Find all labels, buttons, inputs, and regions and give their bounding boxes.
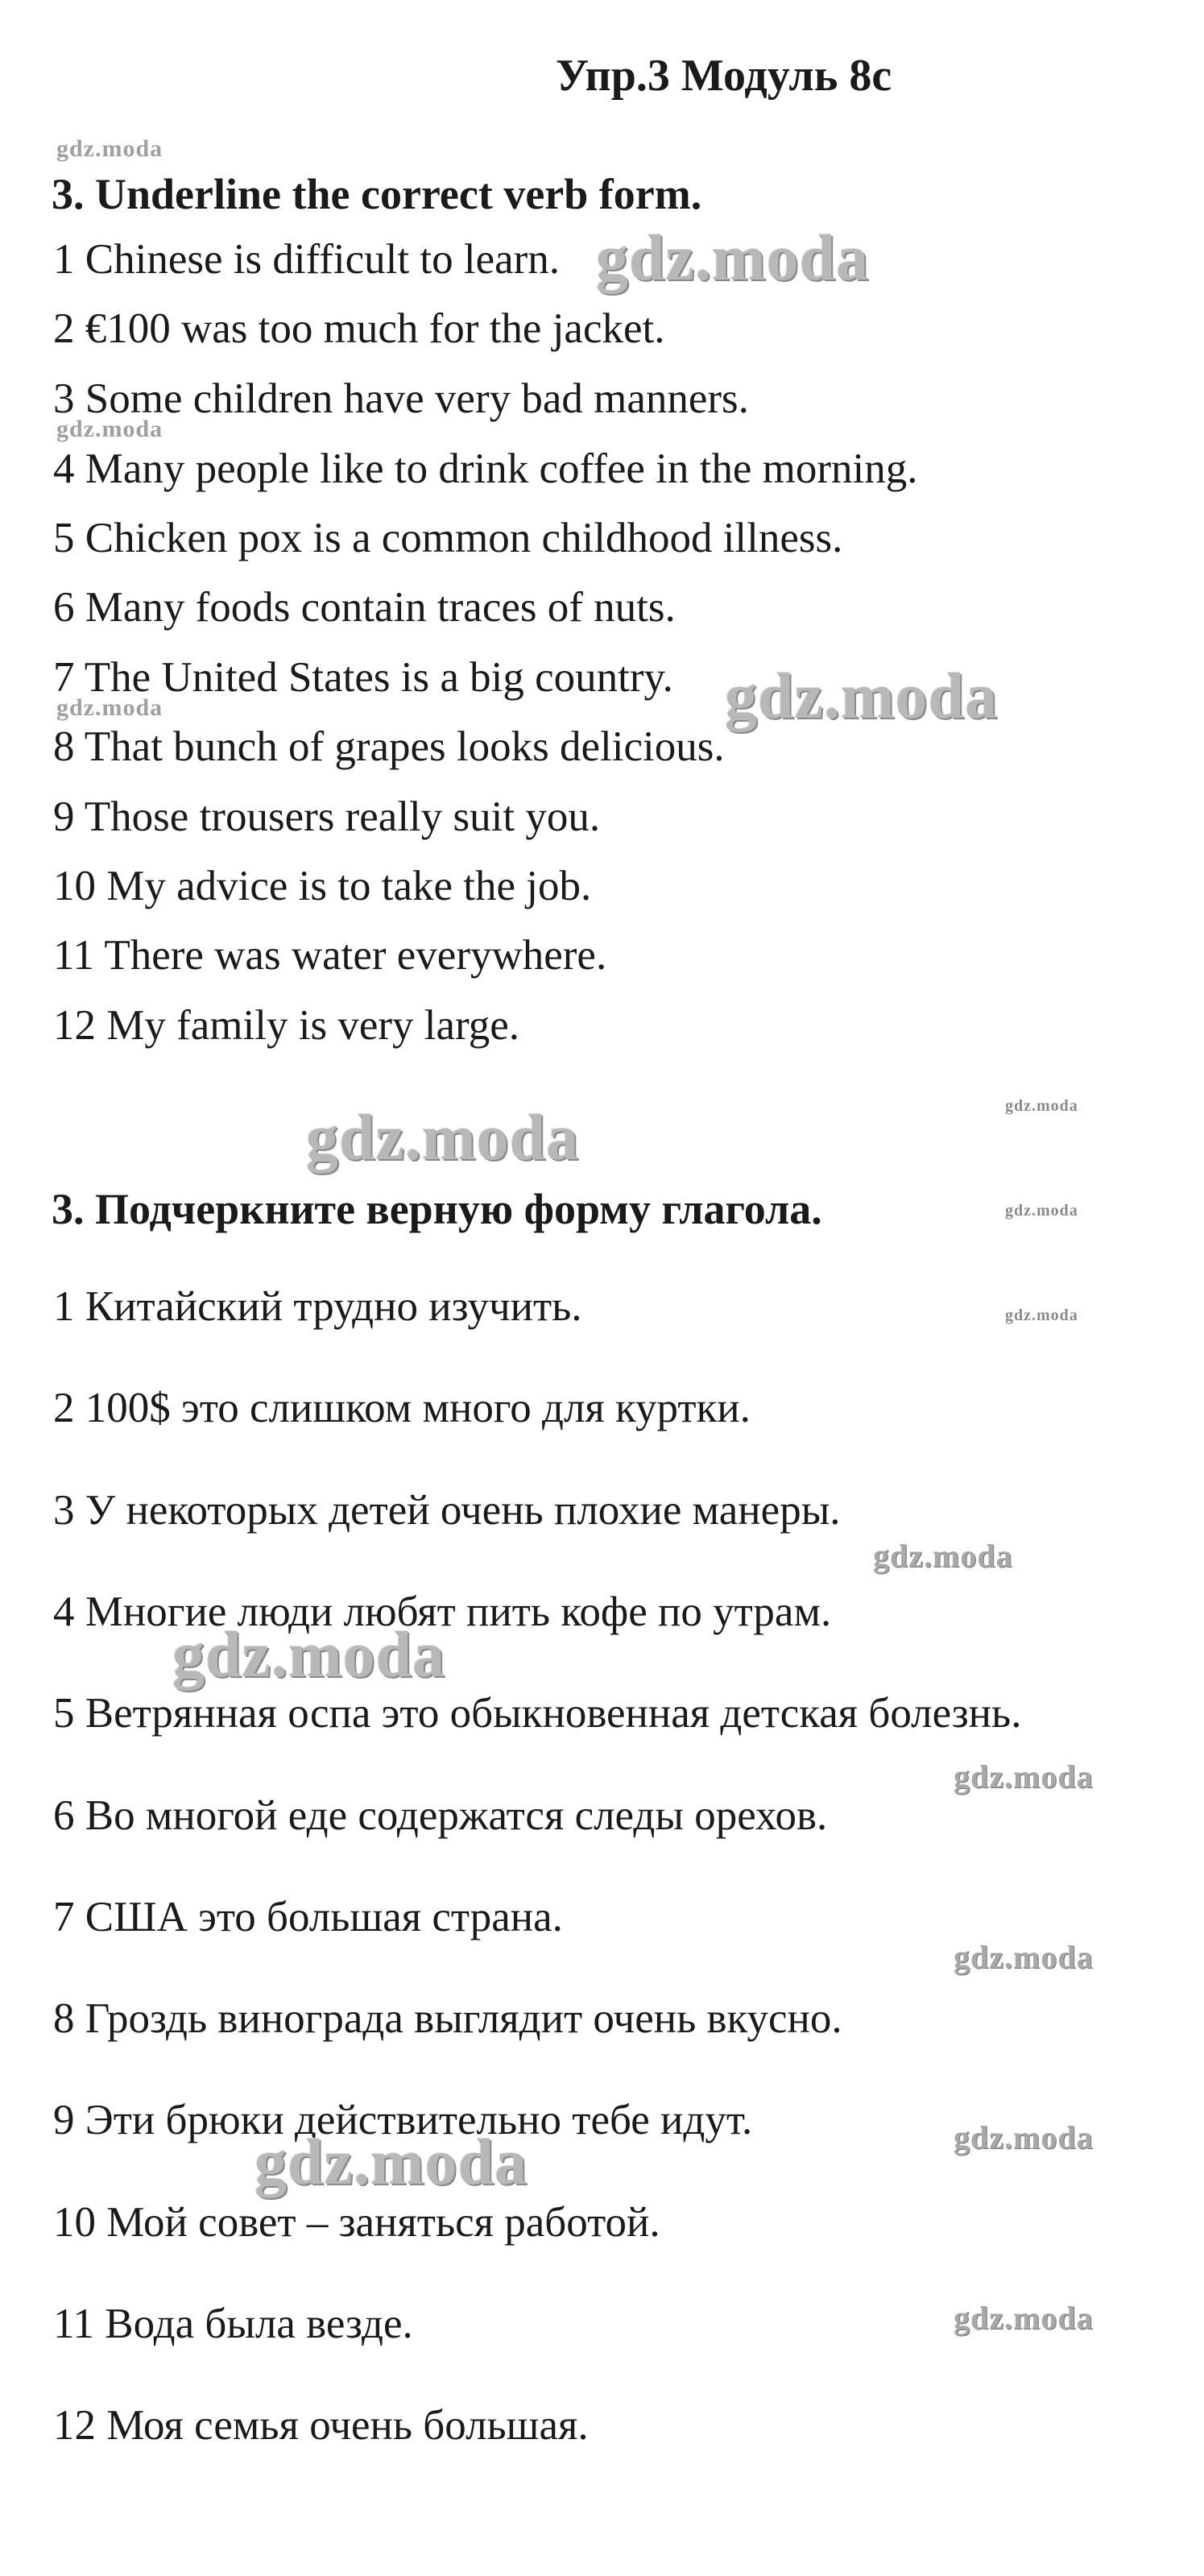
russian-heading: 3. Подчеркните верную форму глагола. — [52, 1185, 822, 1233]
page-title: Упр.3 Модуль 8с — [556, 51, 892, 101]
watermark: gdz.moda — [1005, 1307, 1078, 1324]
russian-item: 3 У некоторых детей очень плохие манеры. — [53, 1487, 841, 1534]
russian-item: 12 Моя семья очень большая. — [53, 2402, 589, 2449]
english-item: 8 That bunch of grapes looks delicious. — [53, 723, 725, 770]
russian-item: 7 США это большая страна. — [53, 1894, 563, 1940]
watermark: gdz.moda — [954, 2119, 1094, 2156]
english-item: 2 €100 was too much for the jacket. — [53, 305, 665, 352]
russian-item: 11 Вода была везде. — [53, 2301, 413, 2347]
watermark: gdz.moda — [56, 135, 163, 162]
english-item: 7 The United States is a big country. — [53, 654, 673, 701]
english-item: 3 Some children have very bad manners. — [53, 375, 749, 422]
english-item: 1 Chinese is difficult to learn. — [53, 236, 561, 283]
russian-item: 8 Гроздь винограда выглядит очень вкусно. — [53, 1995, 842, 2042]
watermark: gdz.moda — [56, 694, 163, 721]
russian-item: 9 Эти брюки действительно тебе идут. — [53, 2097, 753, 2143]
watermark: gdz.moda — [254, 2127, 528, 2198]
russian-item: 1 Китайский трудно изучить. — [53, 1283, 582, 1330]
watermark: gdz.moda — [306, 1103, 580, 1174]
english-item: 10 My advice is to take the job. — [53, 863, 592, 909]
english-item: 11 There was water everywhere. — [53, 932, 607, 979]
english-heading: 3. Underline the correct verb form. — [52, 170, 702, 218]
english-item: 5 Chicken pox is a common childhood illness. — [53, 515, 843, 561]
watermark: gdz.moda — [1005, 1097, 1078, 1115]
russian-item: 10 Мой совет – заняться работой. — [53, 2199, 660, 2246]
watermark: gdz.moda — [954, 2300, 1094, 2336]
watermark: gdz.moda — [954, 1758, 1094, 1795]
watermark: gdz.moda — [56, 416, 163, 442]
watermark: gdz.moda — [873, 1538, 1013, 1574]
english-item: 6 Many foods contain traces of nuts. — [53, 584, 676, 631]
english-item: 12 My family is very large. — [53, 1002, 519, 1049]
watermark: gdz.moda — [596, 223, 870, 294]
watermark: gdz.moda — [172, 1620, 446, 1691]
watermark: gdz.moda — [954, 1939, 1094, 1975]
english-item: 4 Many people like to drink coffee in the morning. — [53, 445, 918, 492]
english-item: 9 Those trousers really suit you. — [53, 793, 601, 840]
russian-item: 6 Во многой еде содержатся следы орехов. — [53, 1792, 828, 1839]
russian-item: 2 100$ это слишком много для куртки. — [53, 1385, 751, 1431]
watermark: gdz.moda — [725, 661, 999, 732]
watermark: gdz.moda — [1005, 1202, 1078, 1220]
russian-item: 5 Ветрянная оспа это обыкновенная детская болезнь. — [53, 1690, 1022, 1737]
russian-item: 4 Многие люди любят пить кофе по утрам. — [53, 1588, 832, 1635]
